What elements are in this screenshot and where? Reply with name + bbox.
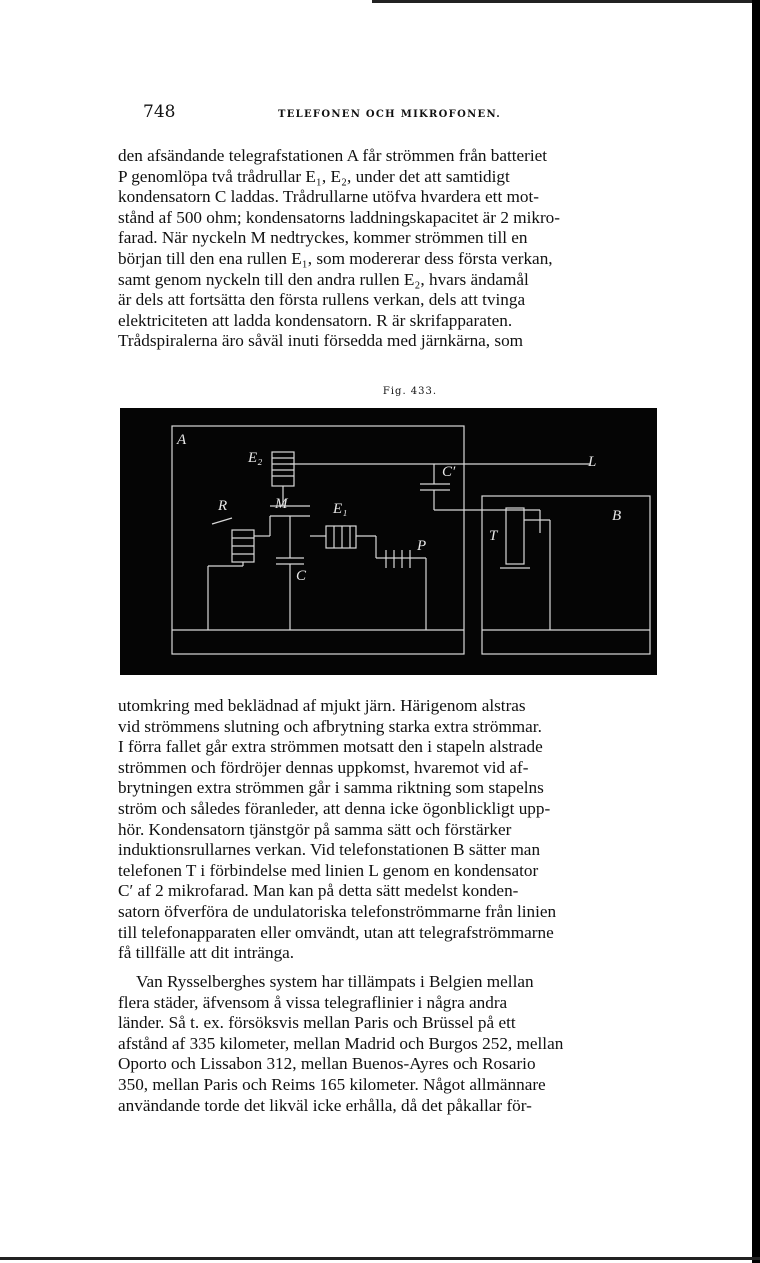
text-line: flera städer, äfvensom å vissa telegraflinier i några andra: [118, 992, 508, 1012]
page-number: 748: [143, 102, 176, 122]
running-title: TELEFONEN OCH MIKROFONEN.: [278, 109, 502, 120]
label-r: R: [218, 498, 228, 514]
label-c-prime: C′: [442, 464, 456, 480]
text-line: P genomlöpa två trådrullar E₁, E₂, under det att samtidigt: [118, 166, 510, 186]
text-line: den afsändande telegrafstationen A får strömmen från batteriet: [118, 146, 548, 165]
text-line: början till den ena rullen E₁, som modererar dess första verkan,: [118, 248, 553, 268]
circuit-figure: [120, 408, 657, 675]
scan-right-edge: [752, 0, 760, 1263]
text-line: farad. När nyckeln M nedtryckes, kommer strömmen till en: [118, 228, 528, 248]
text-line: satorn öfverföra de undulatoriska telefonströmmarne från linien: [118, 901, 557, 921]
text-line: till telefonapparaten eller omvändt, utan att telegrafströmmarne: [118, 922, 554, 942]
text-line: Van Rysselberghes system har tillämpats i Belgien mellan: [136, 972, 534, 991]
text-line: få tillfälle att dit intränga.: [118, 943, 295, 963]
coil-e1: [326, 526, 356, 548]
text-line: strömmen och fördröjer dennas uppkomst, hvaremot vid af-: [118, 757, 529, 777]
label-t: T: [489, 528, 498, 544]
scan-bottom-edge: [0, 1257, 760, 1260]
text-line: induktionsrullarnes verkan. Vid telefonstationen B sätter man: [118, 840, 541, 860]
text-line: I förra fallet går extra strömmen motsatt den i stapeln alstrade: [118, 737, 543, 757]
label-e1: E₁: [333, 501, 348, 517]
text-line: användande torde det likväl icke erhålla, då det påkallar för-: [118, 1095, 532, 1115]
circuit-diagram: [120, 408, 657, 675]
text-line: afstånd af 335 kilometer, mellan Madrid och Burgos 252, mellan: [118, 1033, 564, 1053]
paragraph-after-figure: [118, 696, 684, 964]
label-m: M: [275, 496, 288, 512]
text-line: samt genom nyckeln till den andra rullen E₂, hvars ändamål: [118, 269, 529, 289]
text-line: elektriciteten att ladda kondensatorn. R är skrifapparaten.: [118, 310, 513, 330]
text-line: Oporto och Lissabon 312, mellan Buenos-Ayres och Rosario: [118, 1054, 536, 1074]
text-line: telefonen T i förbindelse med linien L genom en kondensator: [118, 860, 539, 880]
text-line: ström och således föranleder, att denna icke ögonblickligt upp-: [118, 798, 551, 818]
page-header: [118, 102, 688, 126]
text-line: kondensatorn C laddas. Trådrullarne utöfva hvardera ett mot-: [118, 187, 539, 207]
label-p: P: [417, 538, 427, 554]
label-a: A: [177, 432, 187, 448]
recorder-r: [212, 518, 232, 524]
text-line: stånd af 500 ohm; kondensatorns laddningskapacitet är 2 mikro-: [118, 207, 560, 227]
label-b: B: [612, 508, 622, 524]
scan-top-edge: [372, 0, 760, 3]
text-line: Trådspiralerna äro såväl inuti försedda med järnkärna, som: [118, 331, 524, 351]
coil-e2: [272, 452, 294, 486]
text-line: utomkring med beklädnad af mjukt järn. Härigenom alstras: [118, 696, 526, 715]
text-line: vid strömmens slutning och afbrytning starka extra strömmar.: [118, 716, 542, 736]
text-line: länder. Så t. ex. försöksvis mellan Paris och Brüssel på ett: [118, 1013, 516, 1033]
figure-caption: Fig. 433.: [382, 386, 438, 397]
text-line: 350, mellan Paris och Reims 165 kilometer. Något allmännare: [118, 1074, 546, 1094]
paragraph-before-figure: [118, 146, 684, 352]
label-c: C: [296, 568, 307, 584]
label-l: L: [588, 454, 597, 470]
text-line: C′ af 2 mikrofarad. Man kan på detta sätt medelst konden-: [118, 881, 519, 901]
telephone-t: [506, 508, 524, 564]
text-line: är dels att fortsätta den första rullens verkan, dels att tvinga: [118, 290, 526, 310]
paragraph-van-rysselberghe: [118, 972, 684, 1116]
text-line: hör. Kondensatorn tjänstgör på samma sätt och förstärker: [118, 819, 512, 839]
text-line: brytningen extra strömmen går i samma riktning som stapelns: [118, 778, 544, 798]
label-e2: E₂: [248, 450, 263, 466]
